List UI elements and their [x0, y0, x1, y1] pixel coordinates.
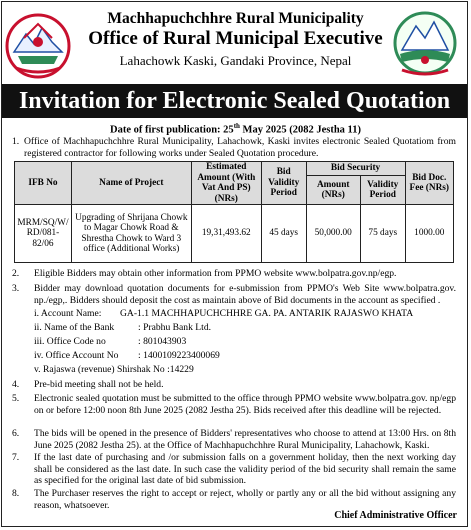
cell-bid-validity: 45 days: [261, 205, 306, 263]
item-number: 8.: [12, 488, 20, 499]
item-text: Eligible Bidders may obtain other information from PPMO website www.bolpatra.gov.np/egp.: [34, 268, 397, 279]
col-security-validity: Validity Period: [360, 176, 405, 205]
item-number: 7.: [12, 452, 20, 463]
signature-title: Chief Administrative Officer: [334, 510, 457, 521]
cell-security-validity: 75 days: [360, 205, 405, 263]
cell-ifb-no: MRM/SQ/W/ RD/081-82/06: [15, 205, 72, 263]
col-estimated-amount: Estimated Amount (With Vat And PS) (NRs): [191, 162, 261, 205]
cell-estimated-amount: 19,31,493.62: [191, 205, 261, 263]
account-name-label: i. Account Name:: [34, 308, 102, 319]
municipality-name: Machhapuchchhre Rural Municipality: [107, 10, 364, 27]
item-text: Bidder may download quotation documents for e-submission from PPMO's Web Site www.bolpatra.gov. np./egp,. Bidders should deposit the cost as maintain above of Bid documents in the account as specified .: [34, 283, 456, 306]
publication-date-suffix: th: [233, 122, 240, 130]
title-banner: Invitation for Electronic Sealed Quotation: [2, 84, 467, 118]
item-number: 4.: [12, 379, 20, 390]
cell-bid-doc-fee: 1000.00: [405, 205, 453, 263]
office-code-label: iii. Office Code no: [34, 336, 106, 347]
col-project-name: Name of Project: [71, 162, 191, 205]
intro-number: 1.: [12, 136, 20, 147]
item-text: Electronic sealed quotation must be submitted to the office through PPMO website www.bolpatra.gov. np/egp on or before 12:00 noon 8th June 2025 (2082 Jestha 25). Bids received after this deadline will be rejected.: [34, 393, 456, 416]
col-bid-doc-fee: Bid Doc. Fee (NRs): [405, 162, 453, 205]
office-account-value: : 1400109223400069: [138, 350, 220, 361]
bank-name-value: : Prabhu Bank Ltd.: [138, 322, 212, 333]
item-number: 5.: [12, 393, 20, 404]
publication-date-rest: May 2025 (2082 Jestha 11): [239, 124, 361, 136]
account-name-value: GA-1.1 MACHHAPUCHCHHRE GA. PA. ANTARIK RAJASWO KHATA: [120, 308, 414, 319]
col-ifb-no: IFB No: [15, 162, 72, 205]
office-code-value: : 801043903: [138, 336, 187, 347]
intro-text: Office of Machhapuchchhre Rural Municipality, Lahachowk, Kaski invites electronic Sealed Quotatiom from registered contractor for following works under Sealed Quotation procedure.: [24, 136, 456, 159]
office-name: Office of Rural Municipal Executive: [88, 28, 383, 49]
item-number: 2.: [12, 268, 20, 279]
publication-date: [0, 122, 471, 136]
bank-name-label: ii. Name of the Bank: [34, 322, 115, 333]
publication-date-label: Date of first publication: 25: [110, 124, 234, 136]
revenue-heading: v. Rajaswa (revenue) Shirshak No :14229: [34, 364, 194, 375]
table-row: [15, 205, 454, 263]
item-text: Pre-bid meeting shall not be held.: [34, 379, 164, 390]
col-bid-security: Bid Security: [306, 162, 405, 176]
cell-security-amount: 50,000.00: [306, 205, 360, 263]
quotation-table: [14, 161, 454, 263]
cell-project-name: Upgrading of Shrijana Chowk to Magar Chowk Road & Shrestha Chowk to Ward 3 office (Additional Works): [71, 205, 191, 263]
office-account-label: iv. Office Account No: [34, 350, 119, 361]
municipality-logo: [392, 10, 458, 80]
item-number: 3.: [12, 283, 20, 294]
col-security-amount: Amount (NRs): [306, 176, 360, 205]
item-text: If the last date of purchasing and /or submission falls on a government holiday, then the next working day shall be considered as the last date. In such case the validity period of the bid security shall remain the same as specified for the original last date of bid submission.: [34, 452, 456, 486]
office-address: Lahachowk Kaski, Gandaki Province, Nepal: [119, 53, 352, 68]
notice-header: [0, 6, 471, 82]
col-bid-validity: Bid Validity Period: [261, 162, 306, 205]
item-number: 6.: [12, 428, 20, 439]
item-text: The bids will be opened in the presence of Bidders' representatives who choose to attend at 13:00 Hrs. on 8th June 2025 (2082 Jestha 25). at the Office of Machhapuchchhre Rural Municipality, Lahachowk, Kaski.: [34, 428, 456, 451]
item-text: The Purchaser reserves the right to accept or reject, wholly or partly any or all the bid without assigning any reason, whatsoever.: [34, 488, 456, 511]
